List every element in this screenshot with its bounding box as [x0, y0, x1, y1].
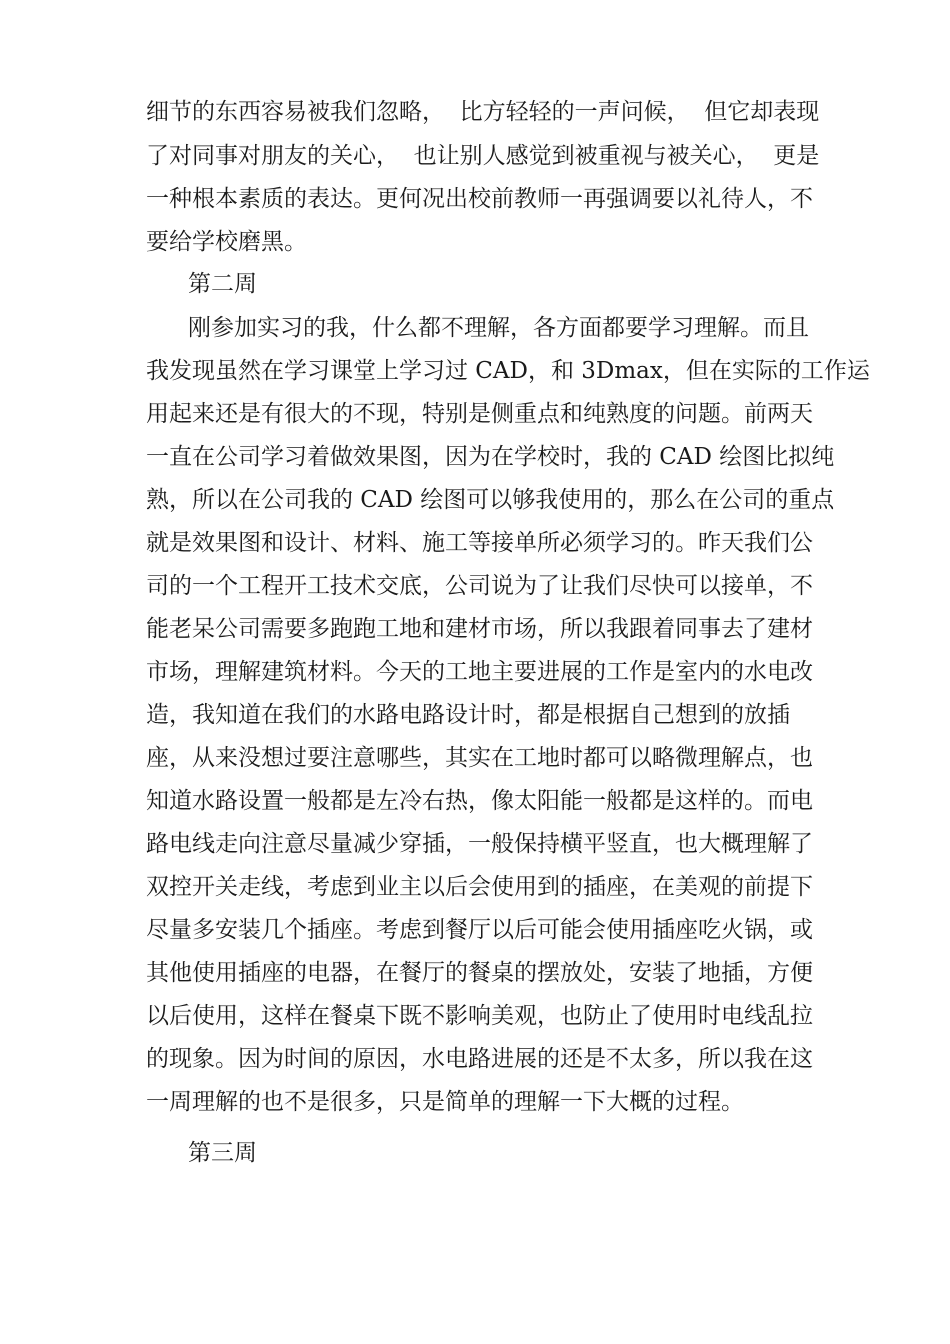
text-line: 我发现虽然在学习课堂上学习过 CAD，和 3Dmax，但在实际的工作运 — [146, 358, 870, 384]
text-line: 的现象。因为时间的原因，水电路进展的还是不太多，所以我在这 — [146, 1046, 813, 1072]
section-heading-week-three: 第三周 — [188, 1140, 257, 1166]
text-line: 司的一个工程开工技术交底，公司说为了让我们尽快可以接单，不 — [146, 573, 813, 599]
text-line: 了对同事对朋友的关心， 也让别人感觉到被重视与被关心， 更是 — [146, 143, 820, 169]
text-line: 造，我知道在我们的水路电路设计时，都是根据自己想到的放插 — [146, 702, 790, 728]
text-line: 要给学校磨黑。 — [146, 229, 307, 255]
text-line: 知道水路设置一般都是左冷右热，像太阳能一般都是这样的。而电 — [146, 788, 813, 814]
text-line: 其他使用插座的电器，在餐厅的餐桌的摆放处，安装了地插，方便 — [146, 960, 813, 986]
text-line: 就是效果图和设计、材料、施工等接单所必须学习的。昨天我们公 — [146, 530, 813, 556]
text-line: 刚参加实习的我，什么都不理解，各方面都要学习理解。而且 — [188, 315, 809, 341]
section-heading-week-two: 第二周 — [188, 271, 257, 297]
text-line: 能老呆公司需要多跑跑工地和建材市场，所以我跟着同事去了建材 — [146, 616, 813, 642]
text-line: 市场，理解建筑材料。今天的工地主要进展的工作是室内的水电改 — [146, 659, 813, 685]
text-line: 座，从来没想过要注意哪些，其实在工地时都可以略微理解点，也 — [146, 745, 813, 771]
text-line: 尽量多安装几个插座。考虑到餐厅以后可能会使用插座吃火锅，或 — [146, 917, 813, 943]
text-line: 一周理解的也不是很多，只是简单的理解一下大概的过程。 — [146, 1089, 744, 1115]
text-line: 双控开关走线，考虑到业主以后会使用到的插座，在美观的前提下 — [146, 874, 813, 900]
text-line: 细节的东西容易被我们忽略， 比方轻轻的一声问候， 但它却表现 — [146, 99, 820, 125]
text-line: 一直在公司学习着做效果图，因为在学校时，我的 CAD 绘图比拟纯 — [146, 444, 835, 470]
text-line: 以后使用，这样在餐桌下既不影响美观，也防止了使用时电线乱拉 — [146, 1003, 813, 1029]
text-line: 一种根本素质的表达。更何况出校前教师一再强调要以礼待人，不 — [146, 186, 813, 212]
text-line: 熟，所以在公司我的 CAD 绘图可以够我使用的，那么在公司的重点 — [146, 487, 835, 513]
text-line: 用起来还是有很大的不现，特别是侧重点和纯熟度的问题。前两天 — [146, 401, 813, 427]
text-line: 路电线走向注意尽量减少穿插，一般保持横平竖直，也大概理解了 — [146, 831, 813, 857]
